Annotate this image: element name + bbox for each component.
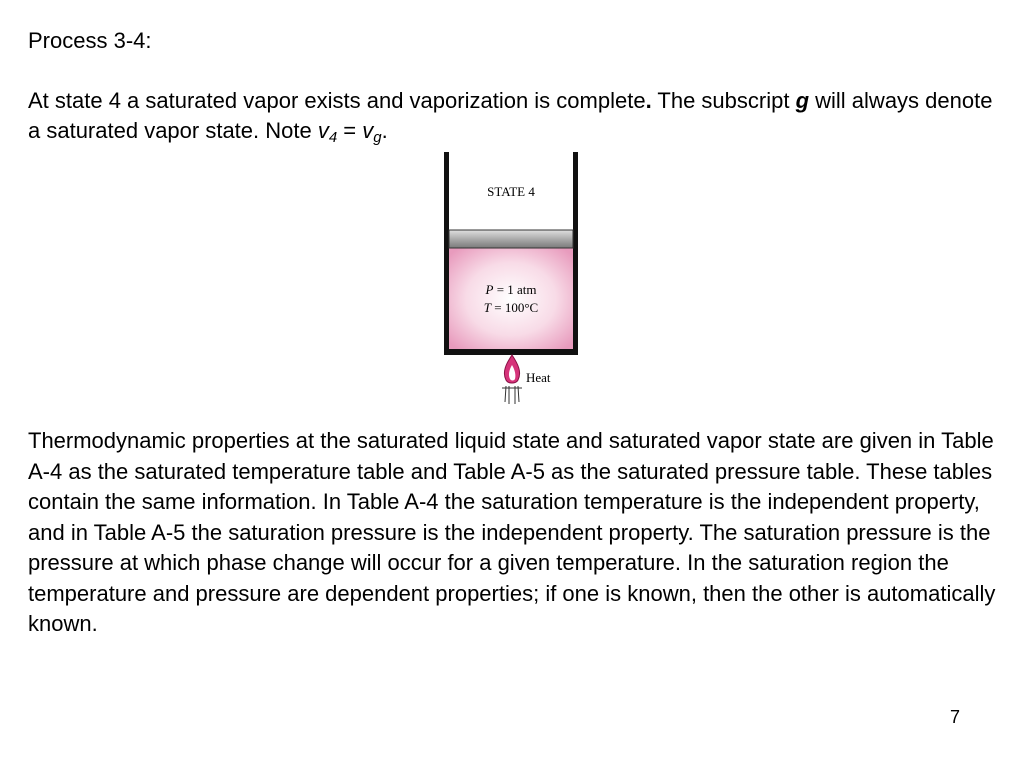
- piston-cylinder-diagram: [436, 150, 586, 412]
- cylinder-left-wall: [444, 152, 449, 355]
- temperature-label: [484, 300, 538, 315]
- equals-sign: =: [337, 118, 363, 143]
- cylinder-bottom: [444, 349, 578, 355]
- pressure-label: [484, 282, 536, 297]
- v-symbol-2: v: [362, 118, 374, 143]
- para1-text-a: At state 4 a saturated vapor exists and vaporization is complete: [28, 88, 646, 113]
- page-number: 7: [950, 707, 961, 727]
- heat-label: Heat: [526, 370, 551, 385]
- slide-title: Process 3-4:: [28, 28, 152, 53]
- para1-end: .: [381, 118, 388, 143]
- flame-icon: [502, 355, 522, 404]
- piston-cylinder-figure: [436, 150, 586, 412]
- state-label: STATE 4: [487, 184, 535, 199]
- temperature-symbol: T: [483, 300, 492, 315]
- cylinder-right-wall: [573, 152, 578, 355]
- piston: [449, 230, 573, 248]
- properties-paragraph: Thermodynamic properties at the saturated liquid state and saturated vapor state are given in Table A-4 as the saturated temperature table and Table A-5 as the saturated pressure table. These tables contain the same information. In Table A-4 the saturation temperature is the independent property, and in Table A-5 the saturation pressure is the independent property. The saturation pressure is the pressure at which phase change will occur for a given temperature. In the saturation region the temperature and pressure are dependent properties; if one is known, then the other is automatically known.: [28, 428, 996, 636]
- state-4-paragraph: [28, 86, 1003, 146]
- vapor-region: [448, 248, 574, 350]
- subscript-4: 4: [328, 129, 338, 146]
- para1-period: .: [645, 88, 652, 113]
- subscript-g: g: [373, 129, 382, 146]
- temperature-value: = 100°C: [491, 300, 539, 315]
- para1-text-b: The subscript: [651, 88, 796, 113]
- v-symbol-1: v: [317, 118, 329, 143]
- pressure-symbol: P: [485, 282, 494, 297]
- para1-text-c: will always denote a saturated vapor state. Note: [28, 88, 993, 143]
- subscript-g-letter: g: [795, 88, 810, 113]
- pressure-value: = 1 atm: [493, 282, 537, 297]
